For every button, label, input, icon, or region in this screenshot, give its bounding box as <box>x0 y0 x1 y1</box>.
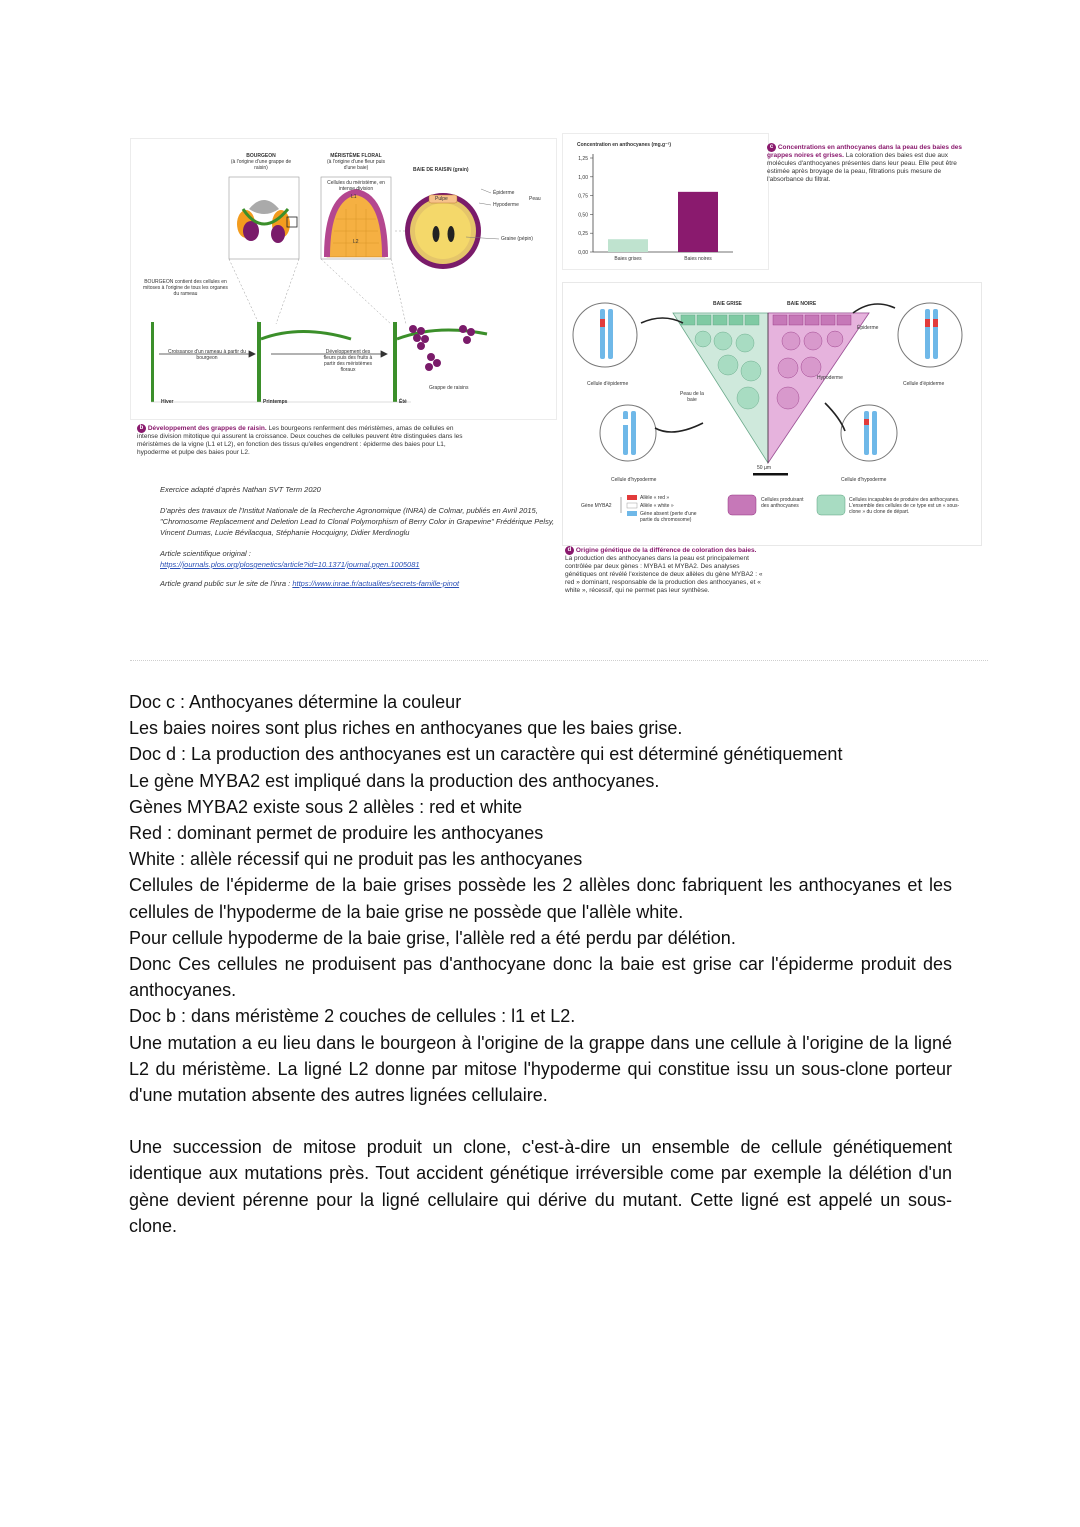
chart-y-tick-label: 0,50 <box>578 212 588 219</box>
doc-c-caption-text: La coloration des baies est due aux molécules d'anthocyanes présentes dans leur peau. Elle peut être estimée après broyage de la peau, filtrations puis mesure de l'absorbance du filtrat. <box>767 152 957 184</box>
doc-d-badge: d <box>565 546 574 555</box>
research-source: D'après des travaux de l'Institut Nationale de la Recherche Agronomique (INRA) de Colmar, publiés en Avril 2015, "Chromosome Replacement and Deletion Lead to Clonal Polymorphism of Berry Color in Grapevine" Frédérique Pelsy, Vincent Dumas, Lucie Bévilacqua, Stéphanie Hocquigny, Didier Merdinoglu <box>160 506 555 537</box>
note-line: Donc Ces cellules ne produisent pas d'anthocyane donc la baie est grise car l'épiderme produit des anthocyanes. <box>129 954 952 1001</box>
legend-allele-white: Allèle « white » <box>640 503 674 509</box>
note-line: Une mutation a eu lieu dans le bourgeon à l'origine de la grappe dans une cellule à l'origine de la ligné L2 du méristème. La ligné L2 donne par mitose l'hypoderme qui constitue issu un sous-clone porteur d'une mutation absente des autres lignées cellulaire. <box>129 1032 952 1106</box>
label-epiderme: Épiderme <box>493 190 515 196</box>
legend-allele-red: Allèle « red » <box>640 495 670 501</box>
label-bourgeon-contient: BOURGEON contient des cellules en mitoses à l'origine de tous les organes du rameau <box>143 279 228 297</box>
note-line: Doc c : Anthocyanes détermine la couleur <box>129 692 462 712</box>
student-notes <box>129 689 952 1239</box>
doc-d-figure <box>562 282 982 546</box>
exercise-source: Exercice adapté d'après Nathan SVT Term 2020 <box>160 485 321 494</box>
doc-b-figure <box>130 138 557 420</box>
doc-c-chart-panel <box>562 133 769 270</box>
label-epiderme-d: Épiderme <box>857 325 879 331</box>
public-article-label: Article grand public sur le site de l'inra : <box>160 579 291 588</box>
note-line: Pour cellule hypoderme de la baie grise, l'allèle red a été perdu par délétion. <box>129 927 736 948</box>
note-line: Gènes MYBA2 existe sous 2 allèles : red et white <box>129 796 523 817</box>
label-cell-hypo-left: Cellule d'hypoderme <box>611 477 657 483</box>
chart-y-tick-label: 0,75 <box>578 193 588 200</box>
label-bourgeon-sub: (à l'origine d'une grappe de raisin) <box>230 159 292 171</box>
label-baie-grise: BAIE GRISE <box>713 301 742 307</box>
chart-bar <box>678 192 718 252</box>
label-cell-epi-left: Cellule d'épiderme <box>587 381 629 387</box>
chart-y-tick-label: 1,25 <box>578 156 588 162</box>
grape-clusters <box>409 325 475 371</box>
label-ete: Été <box>399 399 407 405</box>
legend-cells-not-producing: Cellules incapables de produire des anthocyanes. L'ensemble des cellules de ce type est un « sous-clone » du clone de départ. <box>849 497 960 515</box>
label-hypoderme-d: Hypoderme <box>817 375 843 381</box>
doc-b-caption-title: Développement des grappes de raisin. <box>147 425 267 433</box>
chart-y-tick-label: 1,00 <box>578 174 588 181</box>
label-hypoderme: Hypoderme <box>493 202 519 208</box>
legend-gene-absent: Gène absent (perte d'une partie du chromosome) <box>640 511 697 523</box>
section-divider <box>130 660 988 661</box>
label-croissance: Croissance d'un rameau à partir du bourgeon <box>168 349 246 361</box>
chart-y-tick-label: 0,25 <box>578 231 588 238</box>
note-line: Les baies noires sont plus riches en anthocyanes que les baies grise. <box>129 718 683 739</box>
label-graine: Graine (pépin) <box>501 236 533 242</box>
label-pulpe: Pulpe <box>435 196 448 202</box>
doc-c-badge: c <box>767 143 776 152</box>
conclusion-paragraph: Une succession de mitose produit un clone, c'est-à-dire un ensemble de cellule génétiquement identique aux mutations près. Tout accident génétique irréversible come par exemple la délétion d'un gène devient pérenne pour la ligné cellulaire qui dérive du mutant. Cette ligné est appelé un sous-clone. <box>129 1137 952 1236</box>
chart-ylabel: Concentration en anthocyanes (mg.g⁻¹) <box>577 142 672 148</box>
label-l1: L1 <box>351 194 357 200</box>
label-bourgeon: BOURGEON <box>246 153 276 159</box>
chart-bar <box>608 239 648 252</box>
label-gene: Gène MYBA2 <box>581 503 612 509</box>
berry-illustration <box>405 193 481 269</box>
chart-y-tick-label: 0,00 <box>578 250 588 256</box>
label-meristeme-cells: Cellules du méristème, en intense division <box>327 180 385 192</box>
doc-b-caption <box>137 424 467 457</box>
doc-c-caption-title: Concentrations en anthocyanes dans la peau des baies des grappes noires et grises. <box>767 144 963 160</box>
label-grappe: Grappe de raisins <box>429 385 469 391</box>
label-hiver: Hiver <box>161 399 174 405</box>
note-line: Cellules de l'épiderme de la baie grises possède les 2 allèles donc fabriquent les anthocyanes et les cellules de l'hypoderme de la baie grise ne possède que l'allèle white. <box>129 875 952 922</box>
note-line: Le gène MYBA2 est impliqué dans la production des anthocyanes. <box>129 770 660 791</box>
public-article-link[interactable]: https://www.inrae.fr/actualites/secrets-famille-pinot <box>292 579 460 588</box>
label-peau: Peau <box>529 196 541 202</box>
doc-b-badge: b <box>137 424 146 433</box>
label-scale: 50 µm <box>757 465 771 471</box>
note-line: Doc b : dans méristème 2 couches de cellules : l1 et L2. <box>129 1006 576 1027</box>
label-developpement: Développement des fleurs puis des fruits à partir des méristèmes floraux <box>323 349 373 373</box>
doc-c-caption <box>767 143 972 184</box>
original-article-link[interactable]: https://journals.plos.org/plosgenetics/article?id=10.1371/journal.pgen.1005081 <box>160 560 420 569</box>
original-article-label: Article scientifique original : <box>160 549 251 558</box>
doc-b-caption-text: Les bourgeons renferment des méristèmes, amas de cellules en intense division mitotique qui assurent la croissance. Deux couches de cellules peuvent être distinguées dans les méristèmes de la vigne (L1 et L2), en fonction des tissus qu'elles engendrent : épiderme des baies pour L1, hypoderme et pulpe des baies pour L2. <box>137 425 463 457</box>
doc-d-caption-title: Origine génétique de la différence de coloration des baies. <box>575 547 757 555</box>
doc-d-caption <box>565 546 765 595</box>
label-baie-noire: BAIE NOIRE <box>787 301 817 307</box>
label-cell-epi-right: Cellule d'épiderme <box>903 381 945 387</box>
label-meristeme-sub: (à l'origine d'une fleur puis d'une baie) <box>326 159 386 171</box>
note-line: Doc d : La production des anthocyanes est un caractère qui est déterminé génétiquement <box>129 744 843 765</box>
label-peau-baie: Peau de la baie <box>680 391 704 403</box>
label-meristeme: MÉRISTÈME FLORAL <box>330 153 382 159</box>
label-printemps: Printemps <box>263 399 288 405</box>
label-baie: BAIE DE RAISIN (grain) <box>413 167 469 173</box>
anthocyanin-bar-chart <box>563 134 768 269</box>
label-l2: L2 <box>353 239 359 245</box>
note-line: Red : dominant permet de produire les anthocyanes <box>129 823 544 844</box>
references <box>160 484 560 589</box>
doc-d-caption-text: La production des anthocyanes dans la peau est principalement contrôlée par deux gènes : MYBA1 et MYBA2. Des analyses génétiques ont révélé l'existence de deux allèles du gène MYBA2 : « red » dominant, responsable de la production des anthocyanes, et « white », récessif, qui ne permet pas leur synthèse. <box>565 555 763 595</box>
chart-x-tick-label: Baies grises <box>614 256 642 262</box>
note-line: White : allèle récessif qui ne produit pas les anthocyanes <box>129 849 583 870</box>
legend-cells-producing: Cellules produisant des anthocyanes <box>761 497 804 509</box>
chart-x-tick-label: Baies noires <box>684 256 712 262</box>
label-cell-hypo-right: Cellule d'hypoderme <box>841 477 887 483</box>
